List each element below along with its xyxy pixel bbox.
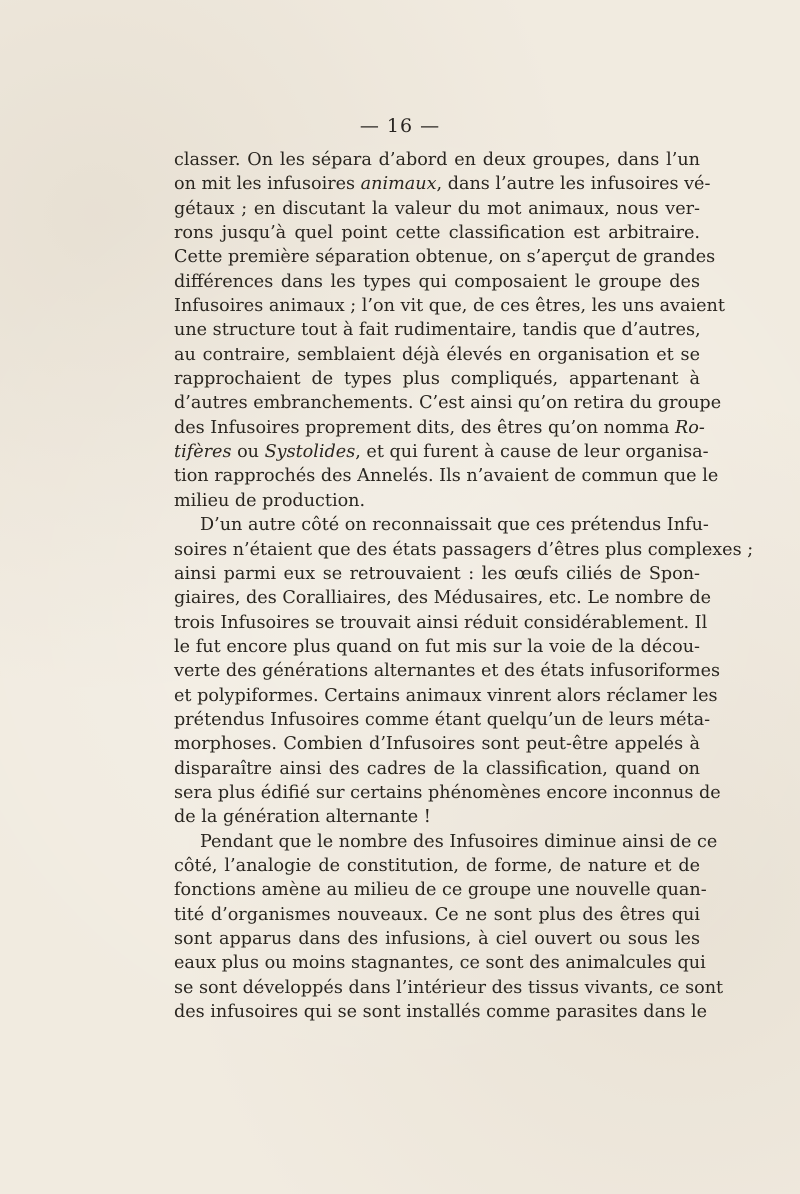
text-line [174,245,716,269]
italic-term: tifères [174,442,232,463]
text-line [174,878,707,902]
text-line [174,781,721,805]
text-line [174,318,700,342]
text-run: le fut encore plus quand on fut mis sur la voie de la décou- [174,636,700,657]
text-line [174,489,700,513]
text-run: Pendant que le nombre des Infusoires diminue ainsi de ce [200,831,718,852]
text-line [174,538,754,562]
text-line [174,708,711,732]
italic-term: Systolides [264,442,356,463]
text-line [174,611,708,635]
text-line [174,367,700,391]
text-line [174,270,700,294]
text-line [174,343,700,367]
text-line [174,294,725,318]
text-run: milieu de production. [174,490,366,511]
text-run: morphoses. Combien d’Infusoires sont peut-être appelés à [174,734,700,755]
text-line [174,464,719,488]
text-run: sera plus édifié sur certains phénomènes encore inconnus de [174,782,721,803]
text-run: , et qui furent à cause de leur organisa- [355,442,709,463]
text-run: et polypiformes. Certains animaux vinrent alors réclamer les [174,685,718,706]
text-line [174,659,721,683]
text-line [174,903,700,927]
text-line [174,148,700,172]
text-run: , dans l’autre les infusoires vé- [436,174,711,195]
text-run: tité d’organismes nouveaux. Ce ne sont plus des êtres qui [174,904,700,925]
text-line [174,1000,708,1024]
text-line [174,684,718,708]
text-line [174,440,709,464]
text-run: côté, l’analogie de constitution, de forme, de nature et de [174,855,700,876]
text-line [174,976,724,1000]
text-run: eaux plus ou moins stagnantes, ce sont des animalcules qui [174,953,706,974]
text-run: giaires, des Coralliaires, des Médusaires, etc. Le nombre de [174,588,711,609]
text-run: de la génération alternante ! [174,807,431,828]
text-run: soires n’étaient que des états passagers d’êtres plus complexes ; [174,539,754,560]
italic-term: animaux [360,174,437,195]
paragraph [174,513,754,829]
paragraph [174,830,724,1025]
text-run: se sont développés dans l’intérieur des tissus vivants, ce sont [174,977,724,998]
text-line [174,562,700,586]
text-line [174,854,700,878]
text-line [174,951,706,975]
text-line [174,830,718,854]
text-run: fonctions amène au milieu de ce groupe une nouvelle quan- [174,880,707,901]
text-run: sont apparus dans des infusions, à ciel ouvert ou sous les [174,929,700,949]
text-line [174,635,700,659]
text-line [174,805,700,829]
text-run: des Infusoires proprement dits, des êtres qu’on nomma [174,417,676,438]
text-line [174,391,722,415]
page-number: — 16 — [359,115,441,137]
text-run: rons jusqu’à quel point cette classification est arbitraire. [174,223,700,244]
text-run: on mit les infusoires [174,174,361,195]
text-run: d’autres embranchements. C’est ainsi qu’on retira du groupe [174,393,722,414]
text-run: gétaux ; en discutant la valeur du mot animaux, nous ver- [174,198,700,219]
italic-term: Ro- [675,417,705,438]
body-text [174,148,754,1024]
text-line [174,586,711,610]
text-line [174,513,709,537]
text-line [174,172,711,196]
text-run: D’un autre côté on reconnaissait que ces prétendus Infu- [200,515,709,536]
text-run: prétendus Infusoires comme étant quelqu’un de leurs méta- [174,709,711,730]
text-run: tion rapprochés des Annelés. Ils n’avaient de commun que le [174,466,719,487]
text-run: Infusoires animaux ; l’on vit que, de ces êtres, les uns avaient [174,296,725,317]
text-run: une structure tout à fait rudimentaire, tandis que d’autres, [174,320,701,341]
text-run: trois Infusoires se trouvait ainsi réduit considérablement. Il [174,612,708,633]
text-run: différences dans les types qui composaient le groupe des [174,271,700,292]
text-run: ainsi parmi eux se retrouvaient : les œufs ciliés de Spon- [174,563,700,584]
text-line [174,197,700,221]
text-line [174,416,705,440]
text-run: au contraire, semblaient déjà élevés en organisation et se [174,344,700,365]
text-run: disparaître ainsi des cadres de la classification, quand on [174,758,700,779]
text-run: ou [231,442,265,463]
text-line [174,757,700,781]
paragraph [174,148,725,513]
text-run: rapprochaient de types plus compliqués, appartenant à [174,369,700,390]
text-run: des infusoires qui se sont installés comme parasites dans le [174,1002,708,1023]
text-line [174,927,700,951]
text-line [174,221,700,245]
text-run: Cette première séparation obtenue, on s’aperçut de grandes [174,247,716,268]
text-run: verte des générations alternantes et des états infusoriformes [174,661,721,682]
text-line [174,732,700,756]
text-run: classer. On les sépara d’abord en deux groupes, dans l’un [174,150,700,170]
